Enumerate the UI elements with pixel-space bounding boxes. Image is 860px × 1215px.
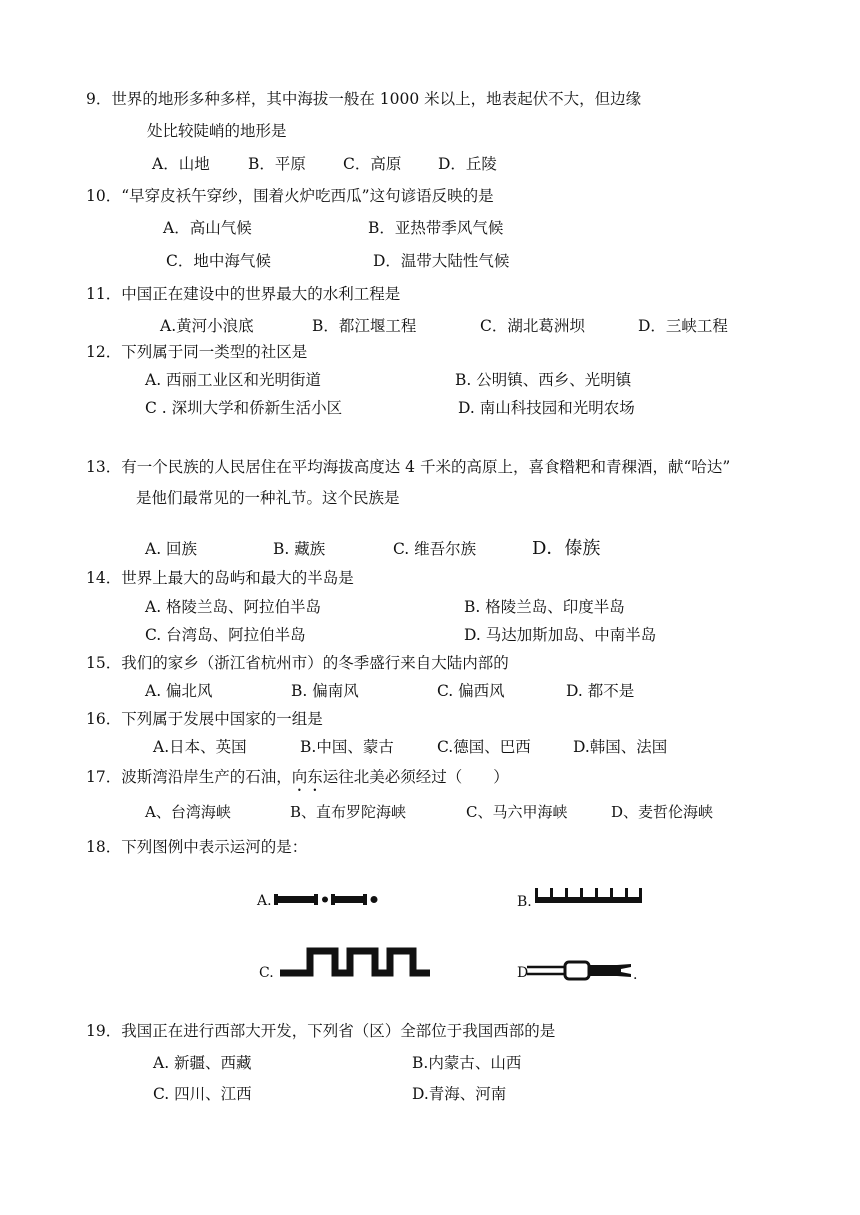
q10-option-a: A．高山气候 (163, 219, 252, 237)
q17-option-d: D、麦哲伦海峡 (611, 803, 714, 821)
q12-option-c: C . 深圳大学和侨新生活小区 (145, 399, 343, 417)
legend-c-label: C. (259, 965, 274, 981)
q12-option-b: B. 公明镇、西乡、光明镇 (455, 371, 632, 389)
q15-option-a: A. 偏北风 (145, 682, 213, 700)
q14-option-a: A. 格陵兰岛、阿拉伯半岛 (145, 598, 322, 616)
question-16-stem: 16．下列属于发展中国家的一组是 (86, 710, 323, 728)
q13-option-c: C. 维吾尔族 (393, 540, 477, 558)
q17-option-b: B、直布罗陀海峡 (290, 803, 407, 821)
q19-option-d: D.青海、河南 (412, 1085, 507, 1103)
question-17-stem: 17．波斯湾沿岸生产的石油，向东运往北美必须经过（ ） (86, 768, 509, 786)
q10-option-b: B．亚热带季风气候 (368, 219, 504, 237)
q19-option-c: C. 四川、江西 (153, 1085, 252, 1103)
q14-option-b: B. 格陵兰岛、印度半岛 (464, 598, 625, 616)
q16-option-d: D.韩国、法国 (573, 738, 668, 756)
legend-a-label: A. (257, 893, 272, 909)
q15-option-d: D. 都不是 (566, 682, 635, 700)
q9-option-d: D．丘陵 (438, 155, 497, 173)
legend-b-label: B. (517, 894, 532, 910)
question-9-stem-cont: 处比较陡峭的地形是 (147, 122, 287, 140)
question-14-stem: 14．世界上最大的岛屿和最大的半岛是 (86, 569, 354, 587)
q9-option-b: B．平原 (248, 155, 306, 173)
question-12-stem: 12．下列属于同一类型的社区是 (86, 343, 308, 361)
q17-option-a: A、台湾海峡 (145, 803, 231, 821)
q10-option-d: D．温带大陆性气候 (373, 252, 510, 270)
q16-option-a: A.日本、英国 (153, 738, 247, 756)
question-19-stem: 19．我国正在进行西部大开发，下列省（区）全部位于我国西部的是 (86, 1022, 556, 1040)
q12-option-a: A. 西丽工业区和光明街道 (145, 371, 322, 389)
legend-d-period: . (633, 967, 638, 983)
emphasis-text: 向东 (291, 768, 323, 786)
question-18-stem: 18．下列图例中表示运河的是： (86, 838, 308, 856)
question-11-stem: 11．中国正在建设中的世界最大的水利工程是 (86, 285, 401, 303)
question-13-stem-cont: 是他们最常见的一种礼节。这个民族是 (136, 489, 400, 507)
q11-option-a: A.黄河小浪底 (160, 317, 254, 335)
legend-b-symbol (534, 885, 644, 907)
q19-option-a: A. 新疆、西藏 (153, 1054, 252, 1072)
q17-option-c: C、马六甲海峡 (466, 803, 568, 821)
question-10-stem: 10．“早穿皮袄午穿纱，围着火炉吃西瓜”这句谚语反映的是 (86, 187, 494, 205)
q9-option-a: A．山地 (152, 155, 210, 173)
legend-c-symbol (278, 946, 434, 982)
q11-option-b: B．都江堰工程 (312, 317, 417, 335)
legend-d-symbol (527, 960, 633, 982)
q10-option-c: C．地中海气候 (166, 252, 271, 270)
q11-option-c: C．湖北葛洲坝 (480, 317, 585, 335)
q16-option-c: C.德国、巴西 (437, 738, 531, 756)
q14-option-c: C. 台湾岛、阿拉伯半岛 (145, 626, 306, 644)
q12-option-d: D. 南山科技园和光明农场 (458, 399, 635, 417)
q13-option-a: A. 回族 (145, 540, 198, 558)
question-15-stem: 15．我们的家乡（浙江省杭州市）的冬季盛行来自大陆内部的 (86, 654, 509, 672)
question-13-stem: 13．有一个民族的人民居住在平均海拔高度达 4 千米的高原上，喜食糌粑和青稞酒，献“哈达” (86, 458, 731, 476)
legend-a-symbol (274, 890, 380, 910)
q9-option-c: C．高原 (343, 155, 402, 173)
q14-option-d: D. 马达加斯加岛、中南半岛 (464, 626, 657, 644)
q13-option-d: D．傣族 (532, 538, 601, 559)
q11-option-d: D．三峡工程 (638, 317, 728, 335)
question-9-stem: 9．世界的地形多种多样，其中海拔一般在 1000 米以上，地表起伏不大，但边缘 (86, 90, 642, 108)
legend-d-label: D (517, 965, 529, 981)
q19-option-b: B.内蒙古、山西 (412, 1054, 522, 1072)
q16-option-b: B.中国、蒙古 (300, 738, 394, 756)
q15-option-c: C. 偏西风 (437, 682, 505, 700)
q15-option-b: B. 偏南风 (291, 682, 359, 700)
q13-option-b: B. 藏族 (273, 540, 326, 558)
